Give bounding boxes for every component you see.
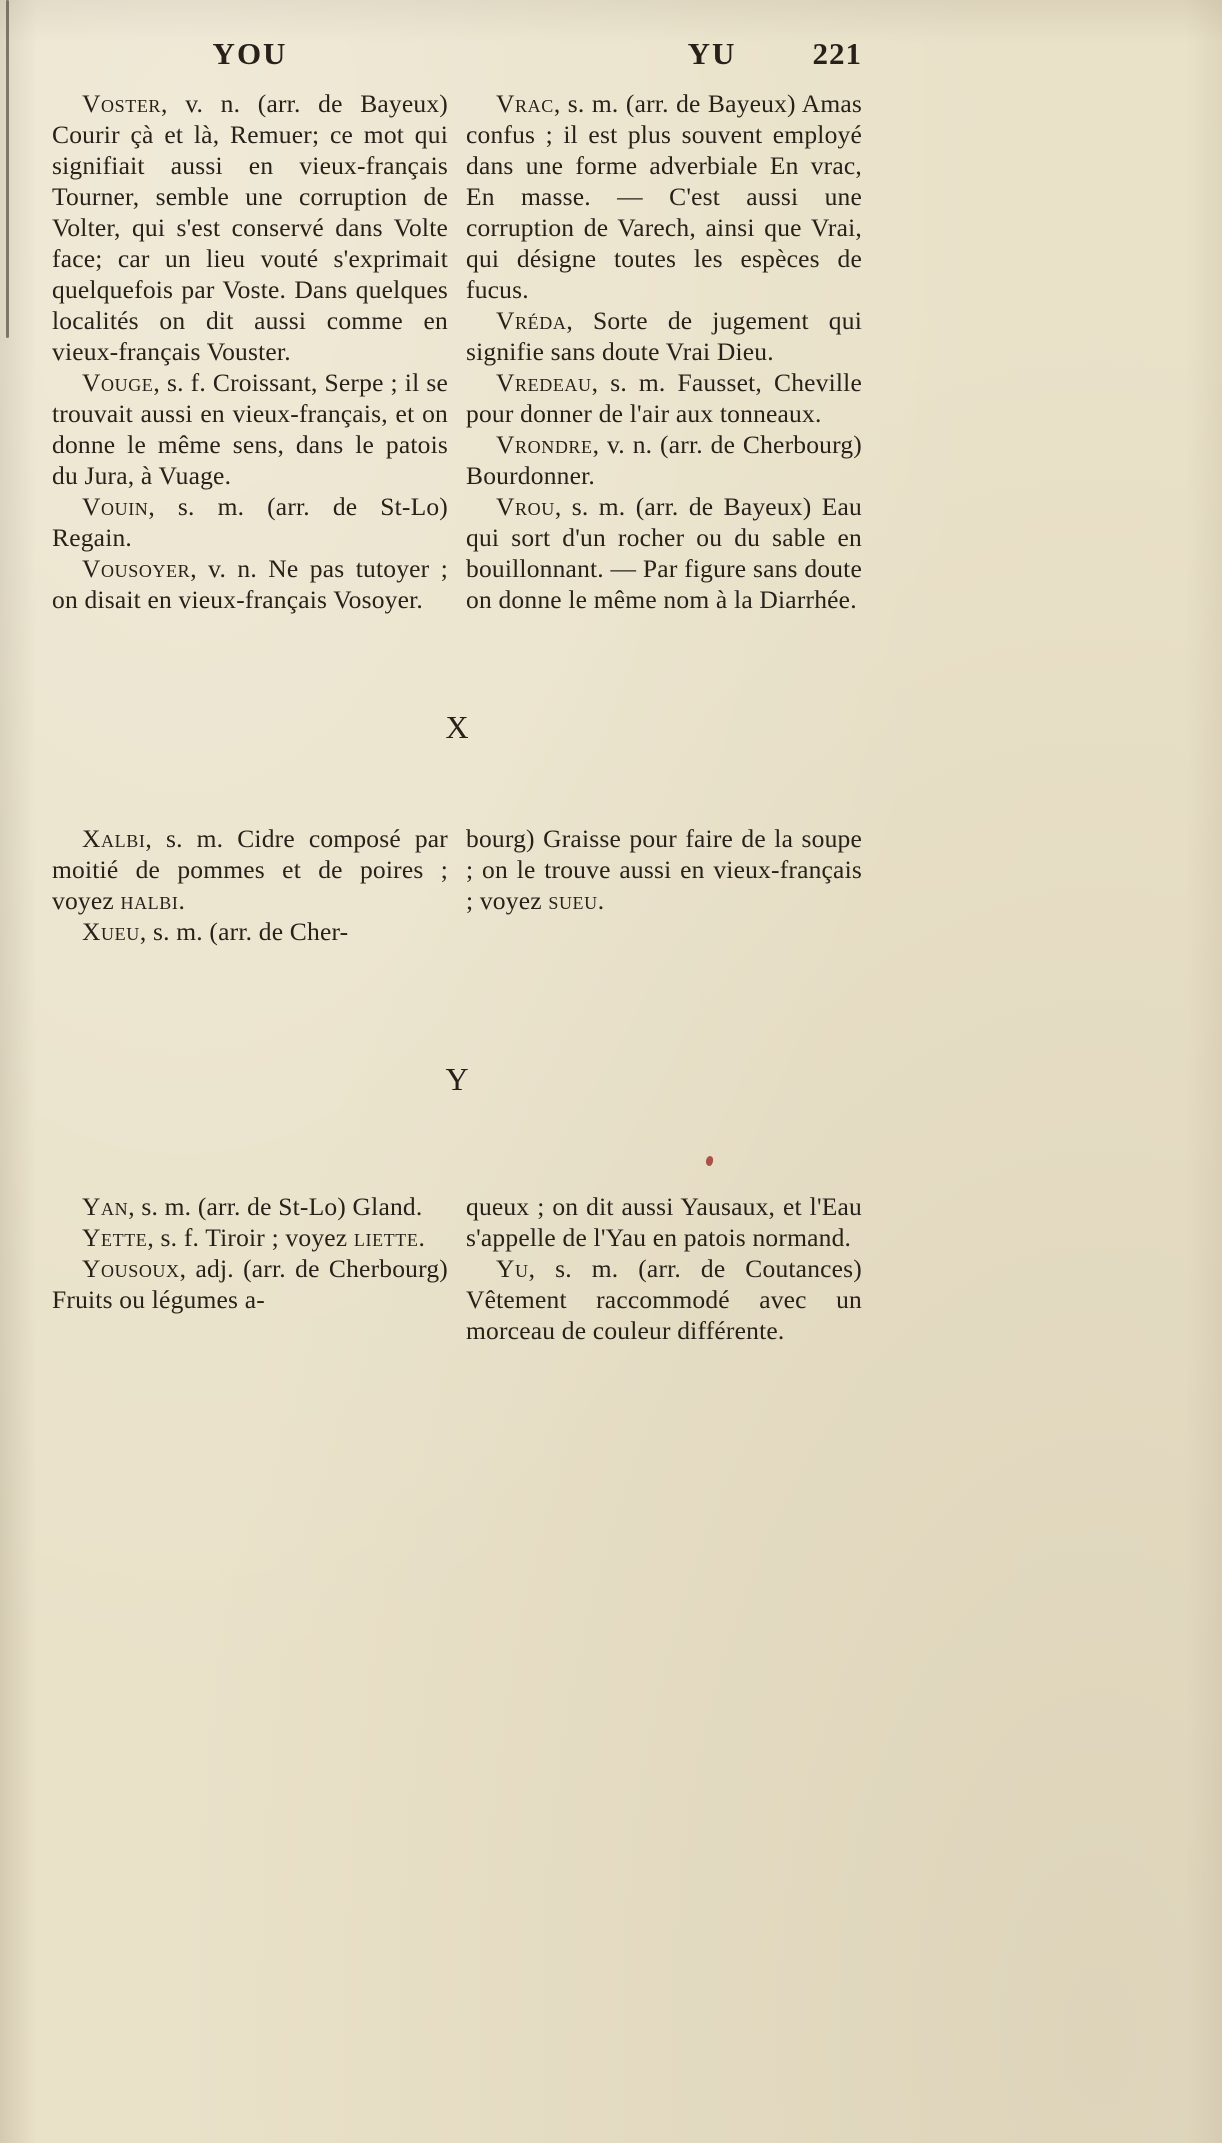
body-text: . xyxy=(597,886,605,915)
text-block xyxy=(52,36,862,1346)
cited-term: Vosoyer xyxy=(333,585,417,614)
cited-term: Vrai xyxy=(810,213,856,242)
entry-headword: Vrondre xyxy=(496,430,593,459)
dictionary-entry xyxy=(466,367,862,429)
cited-term: Volter xyxy=(52,213,115,242)
dictionary-entry xyxy=(466,491,862,615)
running-header xyxy=(52,36,862,76)
body-text: . xyxy=(178,886,186,915)
entry-headword: Voster xyxy=(82,89,162,118)
entry-headword: Vrac xyxy=(496,89,554,118)
cited-term: Volte face; xyxy=(52,213,448,273)
body-text: s'exprimait quelquefois par xyxy=(52,244,448,304)
cited-term: Tourner xyxy=(52,182,133,211)
body-text: , v. n. Ne pas tutoyer ; on disait en vieux-français xyxy=(52,554,448,614)
entry-headword: Vousoyer xyxy=(82,554,191,583)
body-text: , ainsi que xyxy=(689,213,811,242)
body-text: queux ; on dit aussi xyxy=(466,1192,681,1221)
entry-headword: Vrou xyxy=(496,492,555,521)
body-text: , s. f. Croissant, Serpe ; il se trouvait aussi en vieux-français, et on donne le même sens, dans le patois du Jura, à xyxy=(52,368,448,490)
body-text: bourg) Graisse pour faire de la soupe ; on le trouve aussi en vieux-français ; voyez xyxy=(466,824,862,915)
body-text: . xyxy=(224,461,232,490)
entry-headword: Yette xyxy=(82,1223,148,1252)
body-text: , s. m. (arr. de St-Lo) Regain. xyxy=(52,492,448,552)
body-text: . xyxy=(284,337,291,366)
entry-headword: Yan xyxy=(82,1192,129,1221)
body-text: . xyxy=(416,585,423,614)
entry-headword: Xueu xyxy=(82,917,140,946)
dictionary-entry xyxy=(466,88,862,305)
dictionary-entry xyxy=(52,491,448,553)
cross-reference: halbi xyxy=(120,886,179,915)
body-text: , s. f. Tiroir ; voyez xyxy=(147,1223,354,1252)
entry-headword: Vredeau xyxy=(496,368,592,397)
body-text: , Sorte de jugement qui signifie sans doute Vrai Dieu. xyxy=(466,306,862,366)
cited-term: Yausaux, xyxy=(680,1192,776,1221)
column-left xyxy=(52,823,448,947)
dictionary-entry xyxy=(466,305,862,367)
cited-term: En vrac xyxy=(769,151,856,180)
body-text: , s. m. Fausset, Cheville pour donner de l'air aux tonneaux. xyxy=(466,368,862,428)
entry-headword: Vouin xyxy=(82,492,149,521)
body-text: , En masse. — C'est aussi une corruption de xyxy=(466,151,862,242)
body-text: , v. n. (arr. de Cherbourg) Bourdonner. xyxy=(466,430,862,490)
dictionary-entry xyxy=(52,1253,448,1315)
dictionary-entry xyxy=(466,1253,862,1346)
section-letter-x: X xyxy=(445,709,469,745)
body-text: en patois normand. xyxy=(646,1223,852,1252)
column-right xyxy=(466,1191,862,1346)
cross-reference: sueu xyxy=(548,886,598,915)
body-text: . Dans quelques localités on dit aussi comme en vieux-français xyxy=(52,275,448,366)
header-title-left: YOU xyxy=(212,36,288,71)
body-text: , v. n. (arr. de Bayeux) Courir çà et là, Remuer; ce mot qui signifiait aussi en vieux-français xyxy=(52,89,448,180)
cited-term: vouté xyxy=(260,244,319,273)
entry-headword: Yousoux xyxy=(82,1254,180,1283)
dictionary-entry xyxy=(52,823,448,916)
dictionary-entry xyxy=(52,367,448,491)
body-text: , s. m. Cidre composé par moitié de pommes et de poires ; voyez xyxy=(52,824,448,915)
page-number: 221 xyxy=(812,36,862,71)
cited-term: Yau xyxy=(605,1223,647,1252)
cited-term: Voste xyxy=(222,275,280,304)
entry-headword: Vouge xyxy=(82,368,154,397)
body-text: . xyxy=(418,1223,426,1252)
body-text: , s. m. (arr. de Bayeux) Eau qui sort d'un rocher ou du sable en bouillonnant. — Par figure sans doute on donne le même nom à la Diarrhée. xyxy=(466,492,862,614)
body-text: , adj. (arr. de Cherbourg) Fruits ou légumes a- xyxy=(52,1254,448,1314)
body-text: , s. m. (arr. de Cher- xyxy=(139,917,349,946)
section-letter-y: Y xyxy=(445,1061,469,1097)
dictionary-entry xyxy=(466,1191,862,1253)
dictionary-entry xyxy=(52,1191,448,1222)
section-v-entries xyxy=(52,88,862,615)
column-right xyxy=(466,823,862,947)
body-text: car un lieu xyxy=(102,244,261,273)
cross-reference: liette xyxy=(353,1223,419,1252)
column-right xyxy=(466,88,862,615)
column-left xyxy=(52,88,448,615)
dictionary-entry xyxy=(52,916,448,947)
entry-headword: Xalbi xyxy=(82,824,146,853)
body-text: , qui s'est conservé dans xyxy=(114,213,394,242)
body-text: s'appelle de l' xyxy=(466,1223,606,1252)
cited-term: Vouster xyxy=(206,337,285,366)
header-title-right: YU xyxy=(687,36,737,71)
cited-term: Vuage xyxy=(158,461,225,490)
entry-headword: Vréda xyxy=(496,306,567,335)
body-text: et l' xyxy=(775,1192,822,1221)
body-text: , s. m. (arr. de St-Lo) Gland. xyxy=(128,1192,423,1221)
body-text: , qui désigne toutes les espèces de fucus. xyxy=(466,213,862,304)
dictionary-entry xyxy=(52,553,448,615)
body-text: , semble une corruption de xyxy=(132,182,448,211)
dictionary-entry xyxy=(52,1222,448,1253)
entry-headword: Yu xyxy=(496,1254,529,1283)
section-x-entries xyxy=(52,823,862,947)
column-left xyxy=(52,1191,448,1346)
cited-term: Varech xyxy=(617,213,690,242)
body-text: , s. m. (arr. de Bayeux) Amas confus ; il est plus souvent employé dans une forme adverbiale xyxy=(466,89,862,180)
scan-edge-artifact xyxy=(6,0,9,338)
cited-term: Eau xyxy=(821,1192,862,1221)
dictionary-entry xyxy=(52,88,448,367)
section-y-entries xyxy=(52,1191,862,1346)
dictionary-entry xyxy=(466,823,862,916)
dictionary-entry xyxy=(466,429,862,491)
body-text: , s. m. (arr. de Coutances) Vêtement raccommodé avec un morceau de couleur différente. xyxy=(466,1254,862,1345)
